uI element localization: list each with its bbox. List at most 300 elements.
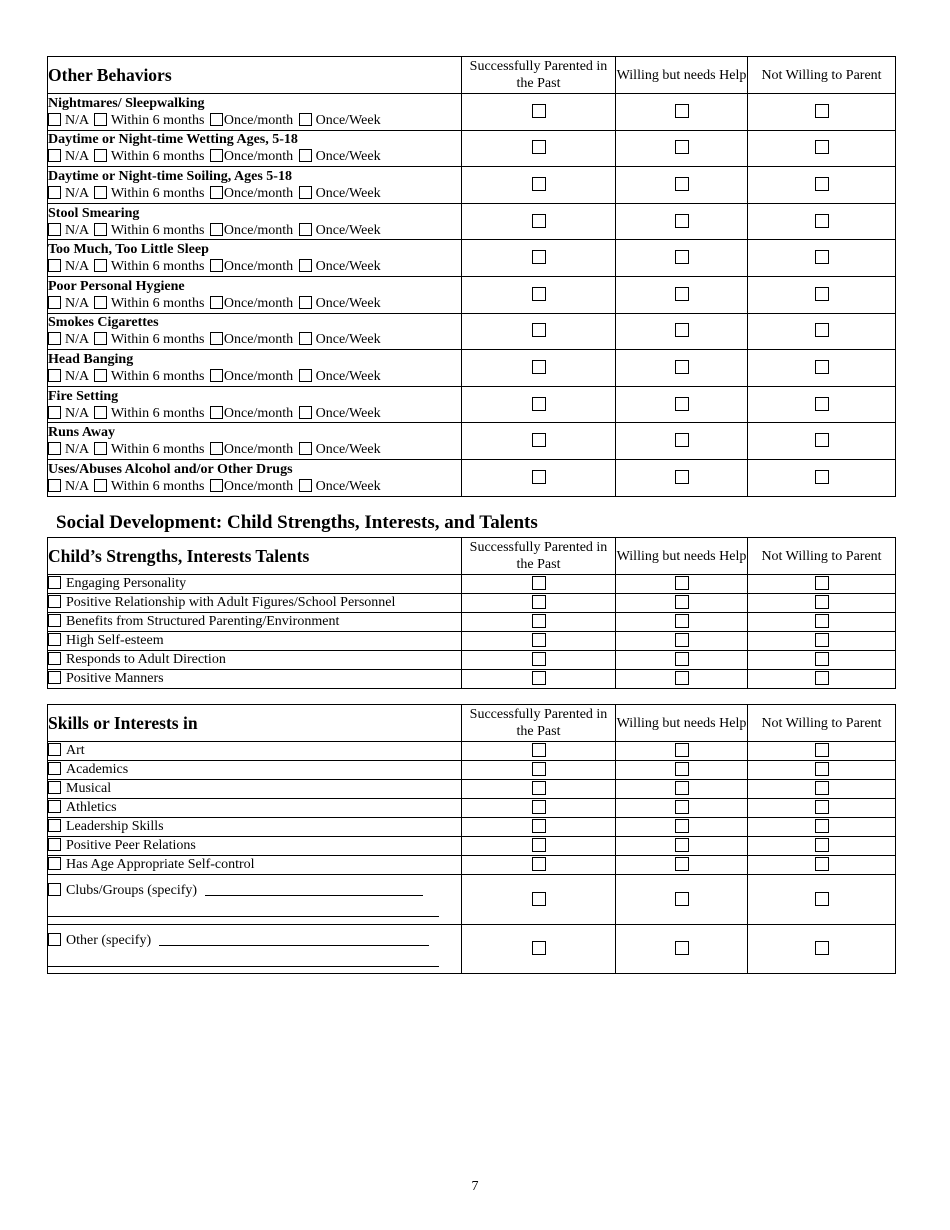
freq-month-checkbox[interactable] xyxy=(210,113,223,126)
successfully-parented-checkbox[interactable] xyxy=(532,762,546,776)
successfully-parented-checkbox[interactable] xyxy=(532,214,546,228)
not-willing-checkbox[interactable] xyxy=(815,838,829,852)
strengths-title: Child’s Strengths, Interests Talents xyxy=(48,538,462,575)
item-row xyxy=(48,799,896,818)
not-willing-checkbox[interactable] xyxy=(815,819,829,833)
item-checkbox[interactable] xyxy=(48,595,61,608)
freq-week-label: Once/Week xyxy=(315,112,381,128)
successfully-parented-checkbox[interactable] xyxy=(532,250,546,264)
willing-needs-help-checkbox[interactable] xyxy=(675,892,689,906)
freq-na-checkbox[interactable] xyxy=(48,332,61,345)
freq-week-checkbox[interactable] xyxy=(299,332,312,345)
freq-6months-checkbox[interactable] xyxy=(94,332,107,345)
not-willing-checkbox[interactable] xyxy=(815,781,829,795)
behavior-label: Stool Smearing xyxy=(48,205,140,221)
item-label: Has Age Appropriate Self-control xyxy=(66,857,255,872)
item-cell xyxy=(48,856,462,875)
willing-needs-help-checkbox[interactable] xyxy=(675,743,689,757)
freq-na-label: N/A xyxy=(65,442,89,458)
strengths-header-row xyxy=(48,538,896,575)
item-checkbox[interactable] xyxy=(48,800,61,813)
freq-month-label: Once/month xyxy=(223,295,294,311)
behavior-row xyxy=(48,203,896,240)
item-row xyxy=(48,742,896,761)
freq-na-label: N/A xyxy=(65,478,89,494)
willing-needs-help-checkbox[interactable] xyxy=(675,214,689,228)
not-willing-checkbox[interactable] xyxy=(815,633,829,647)
willing-needs-help-checkbox[interactable] xyxy=(675,323,689,337)
freq-6months-label: Within 6 months xyxy=(110,405,205,421)
item-checkbox[interactable] xyxy=(48,671,61,684)
willing-needs-help-checkbox[interactable] xyxy=(675,397,689,411)
freq-na-checkbox[interactable] xyxy=(48,223,61,236)
not-willing-cell xyxy=(748,94,896,131)
freq-month-checkbox[interactable] xyxy=(210,406,223,419)
successfully-parented-cell xyxy=(462,203,616,240)
item-row xyxy=(48,575,896,594)
not-willing-cell xyxy=(748,386,896,423)
successfully-parented-checkbox[interactable] xyxy=(532,819,546,833)
freq-na-checkbox[interactable] xyxy=(48,296,61,309)
freq-6months-label: Within 6 months xyxy=(110,149,205,165)
item-cell xyxy=(48,651,462,670)
successfully-parented-cell xyxy=(462,167,616,204)
other-specify-line[interactable] xyxy=(159,944,429,946)
willing-needs-help-cell xyxy=(616,818,748,837)
freq-week-label: Once/Week xyxy=(315,295,381,311)
not-willing-cell xyxy=(748,651,896,670)
successfully-parented-checkbox[interactable] xyxy=(532,743,546,757)
freq-week-checkbox[interactable] xyxy=(299,406,312,419)
successfully-parented-cell xyxy=(462,423,616,460)
not-willing-checkbox[interactable] xyxy=(815,576,829,590)
clubs-groups-row xyxy=(48,875,896,925)
not-willing-cell xyxy=(748,575,896,594)
freq-month-checkbox[interactable] xyxy=(210,259,223,272)
successfully-parented-cell xyxy=(462,761,616,780)
item-checkbox[interactable] xyxy=(48,762,61,775)
freq-na-checkbox[interactable] xyxy=(48,113,61,126)
successfully-parented-cell xyxy=(462,313,616,350)
willing-needs-help-cell xyxy=(616,350,748,387)
freq-na-checkbox[interactable] xyxy=(48,149,61,162)
freq-month-checkbox[interactable] xyxy=(210,296,223,309)
freq-6months-checkbox[interactable] xyxy=(94,113,107,126)
item-checkbox[interactable] xyxy=(48,838,61,851)
col-header-not-willing: Not Willing to Parent xyxy=(748,57,896,94)
freq-week-checkbox[interactable] xyxy=(299,296,312,309)
behavior-row xyxy=(48,276,896,313)
successfully-parented-checkbox[interactable] xyxy=(532,470,546,484)
willing-needs-help-checkbox[interactable] xyxy=(675,287,689,301)
item-cell xyxy=(48,613,462,632)
not-willing-cell xyxy=(748,167,896,204)
willing-needs-help-checkbox[interactable] xyxy=(675,576,689,590)
not-willing-checkbox[interactable] xyxy=(815,743,829,757)
not-willing-checkbox[interactable] xyxy=(815,397,829,411)
behavior-label: Nightmares/ Sleepwalking xyxy=(48,95,205,111)
successfully-parented-cell xyxy=(462,94,616,131)
not-willing-checkbox[interactable] xyxy=(815,941,829,955)
freq-week-label: Once/Week xyxy=(315,442,381,458)
successfully-parented-cell xyxy=(462,575,616,594)
not-willing-checkbox[interactable] xyxy=(815,595,829,609)
behavior-cell xyxy=(48,276,462,313)
skills-header-row xyxy=(48,705,896,742)
freq-6months-label: Within 6 months xyxy=(110,259,205,275)
successfully-parented-cell xyxy=(462,459,616,496)
successfully-parented-checkbox[interactable] xyxy=(532,857,546,871)
willing-needs-help-checkbox[interactable] xyxy=(675,671,689,685)
col-header-successfully-parented: Successfully Parented in the Past xyxy=(462,57,616,94)
not-willing-checkbox[interactable] xyxy=(815,177,829,191)
successfully-parented-checkbox[interactable] xyxy=(532,671,546,685)
freq-6months-label: Within 6 months xyxy=(110,185,205,201)
willing-needs-help-checkbox[interactable] xyxy=(675,838,689,852)
freq-na-checkbox[interactable] xyxy=(48,259,61,272)
freq-6months-checkbox[interactable] xyxy=(94,406,107,419)
freq-week-checkbox[interactable] xyxy=(299,369,312,382)
not-willing-cell xyxy=(748,350,896,387)
item-label: Athletics xyxy=(66,800,117,815)
willing-needs-help-cell xyxy=(616,780,748,799)
willing-needs-help-checkbox[interactable] xyxy=(675,781,689,795)
willing-needs-help-cell xyxy=(616,276,748,313)
freq-na-label: N/A xyxy=(65,332,89,348)
behavior-label: Head Banging xyxy=(48,351,134,367)
frequency-options xyxy=(48,331,461,348)
willing-needs-help-checkbox[interactable] xyxy=(675,360,689,374)
item-row xyxy=(48,818,896,837)
item-cell xyxy=(48,761,462,780)
item-checkbox[interactable] xyxy=(48,781,61,794)
item-row xyxy=(48,761,896,780)
not-willing-cell xyxy=(748,459,896,496)
successfully-parented-cell xyxy=(462,350,616,387)
col-header-successfully-parented: Successfully Parented in the Past xyxy=(462,538,616,575)
item-cell xyxy=(48,837,462,856)
willing-needs-help-checkbox[interactable] xyxy=(675,800,689,814)
freq-week-label: Once/Week xyxy=(315,222,381,238)
col-header-willing-needs-help: Willing but needs Help xyxy=(616,57,748,94)
item-cell xyxy=(48,632,462,651)
not-willing-checkbox[interactable] xyxy=(815,140,829,154)
not-willing-cell xyxy=(748,240,896,277)
other-specify-row xyxy=(48,925,896,974)
successfully-parented-checkbox[interactable] xyxy=(532,892,546,906)
behavior-cell xyxy=(48,313,462,350)
not-willing-checkbox[interactable] xyxy=(815,857,829,871)
freq-week-label: Once/Week xyxy=(315,259,381,275)
freq-6months-checkbox[interactable] xyxy=(94,296,107,309)
not-willing-checkbox[interactable] xyxy=(815,214,829,228)
freq-na-label: N/A xyxy=(65,112,89,128)
freq-week-checkbox[interactable] xyxy=(299,186,312,199)
freq-month-label: Once/month xyxy=(223,332,294,348)
behavior-label: Too Much, Too Little Sleep xyxy=(48,242,209,258)
successfully-parented-checkbox[interactable] xyxy=(532,104,546,118)
willing-needs-help-checkbox[interactable] xyxy=(675,140,689,154)
freq-week-checkbox[interactable] xyxy=(299,223,312,236)
freq-month-checkbox[interactable] xyxy=(210,223,223,236)
not-willing-cell xyxy=(748,613,896,632)
freq-na-checkbox[interactable] xyxy=(48,186,61,199)
not-willing-cell xyxy=(748,313,896,350)
freq-6months-checkbox[interactable] xyxy=(94,223,107,236)
not-willing-checkbox[interactable] xyxy=(815,470,829,484)
not-willing-cell xyxy=(748,761,896,780)
willing-needs-help-checkbox[interactable] xyxy=(675,250,689,264)
successfully-parented-checkbox[interactable] xyxy=(532,800,546,814)
successfully-parented-checkbox[interactable] xyxy=(532,287,546,301)
frequency-options xyxy=(48,295,461,312)
freq-month-label: Once/month xyxy=(223,149,294,165)
behavior-cell xyxy=(48,350,462,387)
behavior-label: Uses/Abuses Alcohol and/or Other Drugs xyxy=(48,461,293,477)
willing-needs-help-checkbox[interactable] xyxy=(675,633,689,647)
freq-month-label: Once/month xyxy=(223,478,294,494)
freq-na-checkbox[interactable] xyxy=(48,442,61,455)
not-willing-checkbox[interactable] xyxy=(815,652,829,666)
freq-na-label: N/A xyxy=(65,185,89,201)
item-checkbox[interactable] xyxy=(48,652,61,665)
successfully-parented-checkbox[interactable] xyxy=(532,941,546,955)
freq-6months-checkbox[interactable] xyxy=(94,186,107,199)
item-label: Positive Peer Relations xyxy=(66,838,196,853)
behavior-row xyxy=(48,386,896,423)
freq-week-checkbox[interactable] xyxy=(299,442,312,455)
not-willing-cell xyxy=(748,818,896,837)
willing-needs-help-checkbox[interactable] xyxy=(675,762,689,776)
freq-month-checkbox[interactable] xyxy=(210,442,223,455)
frequency-options xyxy=(48,368,461,385)
item-checkbox[interactable] xyxy=(48,819,61,832)
item-row xyxy=(48,594,896,613)
successfully-parented-cell xyxy=(462,780,616,799)
item-checkbox[interactable] xyxy=(48,576,61,589)
freq-week-checkbox[interactable] xyxy=(299,113,312,126)
willing-needs-help-checkbox[interactable] xyxy=(675,595,689,609)
successfully-parented-checkbox[interactable] xyxy=(532,838,546,852)
item-checkbox[interactable] xyxy=(48,857,61,870)
successfully-parented-checkbox[interactable] xyxy=(532,433,546,447)
freq-week-checkbox[interactable] xyxy=(299,149,312,162)
not-willing-cell xyxy=(748,856,896,875)
other-specify-checkbox[interactable] xyxy=(48,933,61,946)
freq-na-label: N/A xyxy=(65,259,89,275)
item-checkbox[interactable] xyxy=(48,614,61,627)
behavior-row xyxy=(48,240,896,277)
freq-month-checkbox[interactable] xyxy=(210,332,223,345)
clubs-groups-checkbox[interactable] xyxy=(48,883,61,896)
behavior-row xyxy=(48,130,896,167)
not-willing-checkbox[interactable] xyxy=(815,892,829,906)
freq-month-checkbox[interactable] xyxy=(210,479,223,492)
successfully-parented-cell xyxy=(462,925,616,974)
item-label: Responds to Adult Direction xyxy=(66,652,226,667)
clubs-groups-second-line[interactable] xyxy=(47,915,439,917)
not-willing-checkbox[interactable] xyxy=(815,323,829,337)
willing-needs-help-checkbox[interactable] xyxy=(675,614,689,628)
item-label: Leadership Skills xyxy=(66,819,164,834)
clubs-groups-specify-line[interactable] xyxy=(205,894,423,896)
frequency-options xyxy=(48,148,461,165)
willing-needs-help-cell xyxy=(616,423,748,460)
behavior-row xyxy=(48,94,896,131)
not-willing-checkbox[interactable] xyxy=(815,250,829,264)
successfully-parented-checkbox[interactable] xyxy=(532,177,546,191)
willing-needs-help-checkbox[interactable] xyxy=(675,177,689,191)
willing-needs-help-checkbox[interactable] xyxy=(675,857,689,871)
successfully-parented-cell xyxy=(462,856,616,875)
freq-6months-checkbox[interactable] xyxy=(94,259,107,272)
item-label: Benefits from Structured Parenting/Environment xyxy=(66,614,340,629)
behavior-cell xyxy=(48,423,462,460)
not-willing-cell xyxy=(748,203,896,240)
freq-month-checkbox[interactable] xyxy=(210,149,223,162)
freq-month-label: Once/month xyxy=(223,112,294,128)
frequency-options xyxy=(48,441,461,458)
successfully-parented-checkbox[interactable] xyxy=(532,652,546,666)
successfully-parented-checkbox[interactable] xyxy=(532,633,546,647)
freq-6months-checkbox[interactable] xyxy=(94,149,107,162)
not-willing-cell xyxy=(748,875,896,925)
freq-6months-checkbox[interactable] xyxy=(94,479,107,492)
freq-month-checkbox[interactable] xyxy=(210,186,223,199)
behavior-label: Poor Personal Hygiene xyxy=(48,278,185,294)
not-willing-checkbox[interactable] xyxy=(815,360,829,374)
willing-needs-help-cell xyxy=(616,856,748,875)
successfully-parented-cell xyxy=(462,742,616,761)
item-cell xyxy=(48,780,462,799)
willing-needs-help-checkbox[interactable] xyxy=(675,941,689,955)
behavior-row xyxy=(48,350,896,387)
willing-needs-help-checkbox[interactable] xyxy=(675,470,689,484)
willing-needs-help-checkbox[interactable] xyxy=(675,819,689,833)
behavior-cell xyxy=(48,203,462,240)
successfully-parented-checkbox[interactable] xyxy=(532,323,546,337)
behavior-label: Runs Away xyxy=(48,425,116,441)
successfully-parented-cell xyxy=(462,276,616,313)
item-label: Positive Relationship with Adult Figures/School Personnel xyxy=(66,595,396,610)
successfully-parented-checkbox[interactable] xyxy=(532,781,546,795)
willing-needs-help-checkbox[interactable] xyxy=(675,652,689,666)
other-behaviors-title: Other Behaviors xyxy=(48,57,462,94)
behavior-cell xyxy=(48,386,462,423)
willing-needs-help-cell xyxy=(616,799,748,818)
freq-6months-label: Within 6 months xyxy=(110,478,205,494)
not-willing-checkbox[interactable] xyxy=(815,614,829,628)
successfully-parented-checkbox[interactable] xyxy=(532,595,546,609)
item-cell xyxy=(48,670,462,689)
item-cell xyxy=(48,799,462,818)
freq-6months-label: Within 6 months xyxy=(110,442,205,458)
willing-needs-help-cell xyxy=(616,875,748,925)
other-behaviors-header-row xyxy=(48,57,896,94)
item-row xyxy=(48,632,896,651)
not-willing-checkbox[interactable] xyxy=(815,800,829,814)
successfully-parented-checkbox[interactable] xyxy=(532,576,546,590)
willing-needs-help-cell xyxy=(616,240,748,277)
successfully-parented-checkbox[interactable] xyxy=(532,140,546,154)
frequency-options xyxy=(48,478,461,495)
col-header-not-willing: Not Willing to Parent xyxy=(748,705,896,742)
freq-6months-checkbox[interactable] xyxy=(94,369,107,382)
frequency-options xyxy=(48,222,461,239)
not-willing-checkbox[interactable] xyxy=(815,762,829,776)
not-willing-checkbox[interactable] xyxy=(815,104,829,118)
frequency-options xyxy=(48,112,461,129)
item-label: Art xyxy=(66,743,85,758)
not-willing-checkbox[interactable] xyxy=(815,287,829,301)
not-willing-checkbox[interactable] xyxy=(815,433,829,447)
item-row xyxy=(48,613,896,632)
willing-needs-help-checkbox[interactable] xyxy=(675,433,689,447)
item-checkbox[interactable] xyxy=(48,743,61,756)
freq-6months-label: Within 6 months xyxy=(110,295,205,311)
clubs-groups-cell xyxy=(48,875,462,925)
item-checkbox[interactable] xyxy=(48,633,61,646)
item-row xyxy=(48,837,896,856)
item-cell xyxy=(48,818,462,837)
successfully-parented-cell xyxy=(462,875,616,925)
freq-na-checkbox[interactable] xyxy=(48,406,61,419)
freq-6months-label: Within 6 months xyxy=(110,332,205,348)
willing-needs-help-cell xyxy=(616,167,748,204)
successfully-parented-cell xyxy=(462,651,616,670)
not-willing-cell xyxy=(748,799,896,818)
other-specify-second-line[interactable] xyxy=(47,965,439,967)
willing-needs-help-checkbox[interactable] xyxy=(675,104,689,118)
freq-week-label: Once/Week xyxy=(315,478,381,494)
willing-needs-help-cell xyxy=(616,613,748,632)
not-willing-cell xyxy=(748,925,896,974)
willing-needs-help-cell xyxy=(616,651,748,670)
not-willing-cell xyxy=(748,423,896,460)
behavior-cell xyxy=(48,167,462,204)
successfully-parented-cell xyxy=(462,632,616,651)
behavior-row xyxy=(48,313,896,350)
behavior-cell xyxy=(48,240,462,277)
freq-month-label: Once/month xyxy=(223,368,294,384)
not-willing-checkbox[interactable] xyxy=(815,671,829,685)
item-label: Positive Manners xyxy=(66,671,164,686)
freq-na-checkbox[interactable] xyxy=(48,369,61,382)
skills-title: Skills or Interests in xyxy=(48,705,462,742)
freq-week-checkbox[interactable] xyxy=(299,259,312,272)
item-row xyxy=(48,670,896,689)
frequency-options xyxy=(48,258,461,275)
col-header-not-willing: Not Willing to Parent xyxy=(748,538,896,575)
successfully-parented-checkbox[interactable] xyxy=(532,614,546,628)
freq-na-label: N/A xyxy=(65,368,89,384)
freq-6months-checkbox[interactable] xyxy=(94,442,107,455)
successfully-parented-checkbox[interactable] xyxy=(532,397,546,411)
behavior-row xyxy=(48,459,896,496)
item-label: Academics xyxy=(66,762,129,777)
col-header-willing-needs-help: Willing but needs Help xyxy=(616,705,748,742)
willing-needs-help-cell xyxy=(616,670,748,689)
not-willing-cell xyxy=(748,594,896,613)
freq-month-checkbox[interactable] xyxy=(210,369,223,382)
not-willing-cell xyxy=(748,632,896,651)
freq-week-checkbox[interactable] xyxy=(299,479,312,492)
freq-month-label: Once/month xyxy=(223,405,294,421)
successfully-parented-cell xyxy=(462,818,616,837)
successfully-parented-checkbox[interactable] xyxy=(532,360,546,374)
willing-needs-help-cell xyxy=(616,313,748,350)
freq-na-checkbox[interactable] xyxy=(48,479,61,492)
